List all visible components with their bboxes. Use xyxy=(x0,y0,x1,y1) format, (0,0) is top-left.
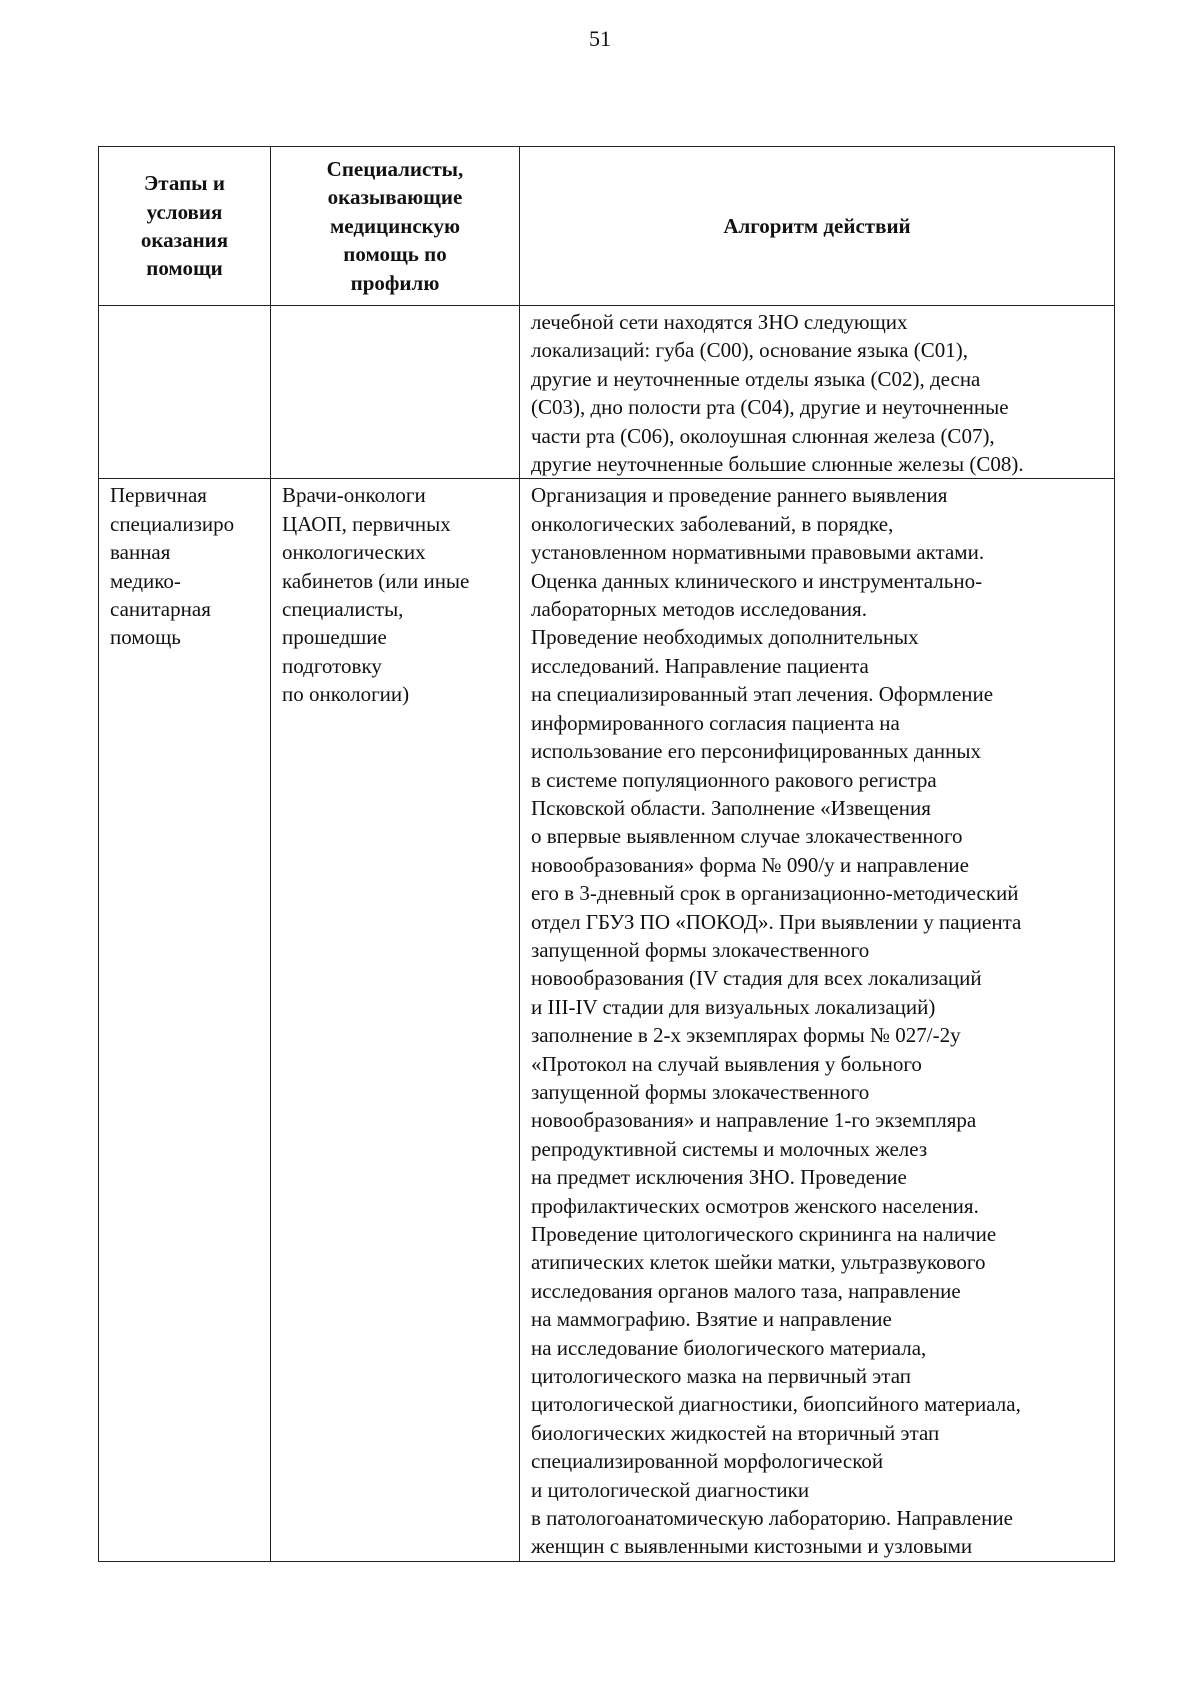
text-line: на предмет исключения ЗНО. Проведение xyxy=(531,1165,907,1190)
cell-stage xyxy=(99,479,271,1561)
text-line: специалисты, xyxy=(282,597,404,622)
text-line: новообразования» и направление 1-го экземпляра xyxy=(531,1108,977,1133)
page-number: 51 xyxy=(589,26,611,51)
text-line: репродуктивной системы и молочных желез xyxy=(531,1136,928,1161)
text-line: Алгоритм действий xyxy=(723,213,911,238)
text-line: другие и неуточненные отделы языка (С02), десна xyxy=(531,366,981,391)
text-line: Оценка данных клинического и инструментально- xyxy=(531,568,983,593)
text-line: подготовку xyxy=(282,653,382,678)
text-line: ванная xyxy=(110,540,171,565)
text-line: медико- xyxy=(110,568,181,593)
text-line: Врачи-онкологи xyxy=(282,483,426,508)
text-line: атипических клеток шейки матки, ультразвукового xyxy=(531,1250,986,1275)
text-line: установленном нормативными правовыми актами. xyxy=(531,540,985,565)
text-line: части рта (С06), околоушная слюнная железа (С07), xyxy=(531,423,995,448)
cell-algorithm xyxy=(520,306,1115,479)
text-line: по онкологии) xyxy=(282,682,410,707)
header-stage xyxy=(99,147,271,306)
cell-algorithm xyxy=(520,479,1115,1561)
text-line: информированного согласия пациента на xyxy=(531,710,900,735)
text-line: помощи xyxy=(146,256,223,281)
text-line: и III-IV стадии для визуальных локализаций) xyxy=(531,994,936,1019)
text-line: профилактических осмотров женского населения. xyxy=(531,1193,979,1218)
text-line: цитологической диагностики, биопсийного материала, xyxy=(531,1392,1021,1417)
text-line: исследований. Направление пациента xyxy=(531,653,869,678)
cell-stage xyxy=(99,306,271,479)
text-line: лечебной сети находятся ЗНО следующих xyxy=(531,310,908,334)
text-line: оказания xyxy=(140,228,229,252)
text-line: «Протокол на случай выявления у больного xyxy=(531,1051,922,1076)
table-header-row xyxy=(99,147,1115,306)
text-line: медицинскую xyxy=(329,213,461,238)
text-line: и цитологической диагностики xyxy=(531,1477,810,1502)
text-line: отдел ГБУЗ ПО «ПОКОД». При выявлении у пациента xyxy=(531,909,1022,934)
text-line: запущенной формы злокачественного xyxy=(531,937,870,962)
text-line: его в 3-дневный срок в организационно-методический xyxy=(531,881,1019,906)
text-line: лабораторных методов исследования. xyxy=(531,597,867,622)
text-line: (С03), дно полости рта (С04), другие и неуточненные xyxy=(531,395,1009,420)
text-line: помощь xyxy=(110,625,181,650)
header-algorithm xyxy=(520,147,1115,306)
text-line: женщин с выявленными кистозными и узловыми xyxy=(531,1534,973,1559)
text-line: онкологических заболеваний, в порядке, xyxy=(531,511,894,536)
text-line: Первичная xyxy=(110,483,207,508)
text-line: кабинетов (или иные xyxy=(282,568,470,593)
text-line: новообразования (IV стадия для всех локализаций xyxy=(531,966,982,991)
text-line: профилю xyxy=(350,270,440,295)
header-specialists xyxy=(271,147,520,306)
text-line: цитологического мазка на первичный этап xyxy=(531,1364,911,1389)
text-line: Проведение необходимых дополнительных xyxy=(531,625,919,650)
text-line: другие неуточненные большие слюнные железы (С08). xyxy=(531,452,1024,477)
text-line: в системе популяционного ракового регистра xyxy=(531,767,937,792)
text-line: локализаций: губа (С00), основание языка (С01), xyxy=(531,338,968,363)
text-line: биологических жидкостей на вторичный этап xyxy=(531,1420,940,1445)
text-line: специализиро xyxy=(110,511,235,536)
text-line: исследования органов малого таза, направление xyxy=(531,1278,961,1303)
text-line: Специалисты, xyxy=(326,156,464,181)
text-line: новообразования» форма № 090/у и направление xyxy=(531,852,969,877)
text-line: Псковской области. Заполнение «Извещения xyxy=(531,795,931,820)
text-line: на исследование биологического материала, xyxy=(531,1335,927,1360)
text-line: помощь по xyxy=(343,242,447,267)
text-line: заполнение в 2-х экземплярах формы № 027/-2у xyxy=(531,1023,961,1048)
text-line: прошедшие xyxy=(282,625,387,650)
cell-specialists xyxy=(271,306,520,479)
text-line: на специализированный этап лечения. Оформление xyxy=(531,682,994,707)
text-line: использование его персонифицированных данных xyxy=(531,739,981,764)
text-line: о впервые выявленном случае злокачественного xyxy=(531,824,963,849)
text-line: на маммографию. Взятие и направление xyxy=(531,1307,892,1332)
text-line: ЦАОП, первичных xyxy=(282,511,451,536)
text-line: Организация и проведение раннего выявления xyxy=(531,483,948,508)
care-algorithm-table xyxy=(98,146,1115,1562)
text-line: оказывающие xyxy=(327,185,463,210)
table-row xyxy=(99,479,1115,1561)
text-line: специализированной морфологической xyxy=(531,1449,884,1474)
text-line: Проведение цитологического скрининга на наличие xyxy=(531,1222,997,1246)
text-line: условия xyxy=(146,199,223,224)
text-line: санитарная xyxy=(110,597,211,622)
text-line: запущенной формы злокачественного xyxy=(531,1079,870,1104)
table-row xyxy=(99,306,1115,479)
cell-specialists xyxy=(271,479,520,1561)
text-line: Этапы и xyxy=(144,171,225,196)
text-line: онкологических xyxy=(282,540,426,565)
text-line: в патологоанатомическую лабораторию. Направление xyxy=(531,1506,1013,1531)
